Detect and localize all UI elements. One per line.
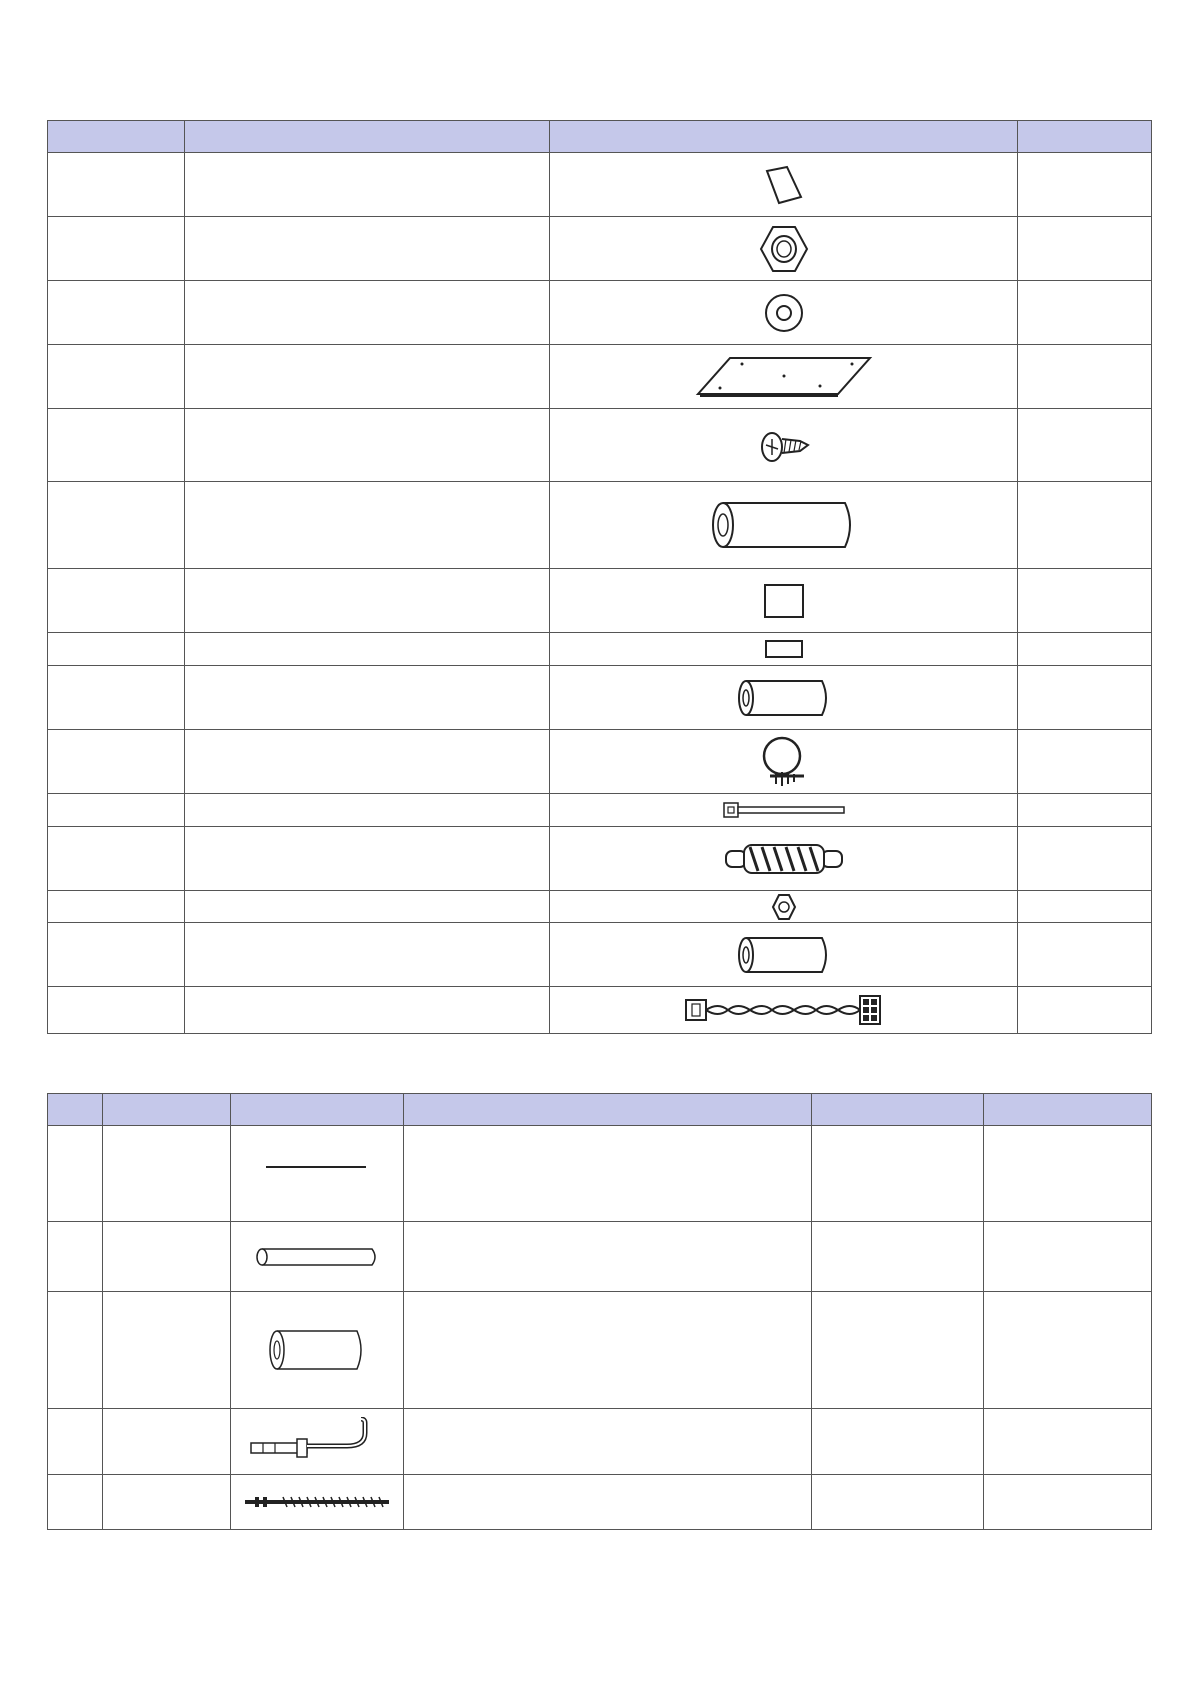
image-cell xyxy=(550,482,1018,569)
image-cell xyxy=(231,1475,404,1530)
cell xyxy=(984,1222,1152,1292)
table-row xyxy=(48,666,1152,730)
image-cell xyxy=(550,987,1018,1034)
threaded-rod-icon xyxy=(243,1494,391,1510)
cell xyxy=(103,1292,231,1409)
cell xyxy=(48,1475,103,1530)
header-cell xyxy=(812,1094,984,1126)
header-cell xyxy=(48,121,185,153)
cell xyxy=(103,1222,231,1292)
cell xyxy=(1018,482,1152,569)
hook-bolt-icon xyxy=(247,1417,387,1467)
cell xyxy=(1018,794,1152,827)
insulation-tube-large-icon xyxy=(709,498,859,552)
cell xyxy=(812,1222,984,1292)
table-row xyxy=(48,633,1152,666)
cell xyxy=(1018,409,1152,482)
cell xyxy=(812,1409,984,1475)
table-row xyxy=(48,1409,1152,1475)
header-cell xyxy=(103,1094,231,1126)
cell xyxy=(48,827,185,891)
cell xyxy=(185,666,550,730)
hex-nut-icon xyxy=(757,223,811,275)
insulation-sleeve-icon xyxy=(267,1327,367,1373)
rectangle-pad-icon xyxy=(764,638,804,660)
small-nut-icon xyxy=(771,893,797,921)
cell xyxy=(185,409,550,482)
table-row xyxy=(48,1126,1152,1222)
cell xyxy=(103,1126,231,1222)
table-row xyxy=(48,923,1152,987)
table-row xyxy=(48,827,1152,891)
image-cell xyxy=(550,217,1018,281)
cell xyxy=(404,1475,812,1530)
cell xyxy=(103,1475,231,1530)
cell xyxy=(185,345,550,409)
cell xyxy=(812,1126,984,1222)
image-cell xyxy=(550,633,1018,666)
filter-coil-icon xyxy=(724,839,844,879)
cell xyxy=(185,730,550,794)
cell xyxy=(48,409,185,482)
image-cell xyxy=(231,1126,404,1222)
manual-sheet-icon xyxy=(759,163,809,207)
hose-clamp-icon xyxy=(754,734,814,790)
cell xyxy=(185,633,550,666)
table-row xyxy=(48,794,1152,827)
cell xyxy=(48,730,185,794)
cell xyxy=(1018,891,1152,923)
cell xyxy=(48,1409,103,1475)
cell xyxy=(185,482,550,569)
line-icon xyxy=(262,1159,372,1189)
cell xyxy=(48,923,185,987)
cell xyxy=(48,794,185,827)
cell xyxy=(1018,923,1152,987)
cell xyxy=(1018,987,1152,1034)
table-row xyxy=(48,281,1152,345)
image-cell xyxy=(231,1409,404,1475)
cell xyxy=(48,569,185,633)
flat-washer-icon xyxy=(762,291,806,335)
image-cell xyxy=(550,794,1018,827)
image-cell xyxy=(550,827,1018,891)
cell xyxy=(185,987,550,1034)
insulation-tube-small-icon xyxy=(736,677,832,719)
pipe-icon xyxy=(254,1245,380,1269)
cell xyxy=(185,923,550,987)
cell xyxy=(984,1126,1152,1222)
header-cell xyxy=(231,1094,404,1126)
cell xyxy=(103,1409,231,1475)
cell xyxy=(984,1409,1152,1475)
header-cell xyxy=(185,121,550,153)
image-cell xyxy=(550,891,1018,923)
table-row xyxy=(48,569,1152,633)
cell xyxy=(404,1292,812,1409)
screw-icon xyxy=(756,423,812,467)
cell xyxy=(185,891,550,923)
cell xyxy=(1018,569,1152,633)
cell xyxy=(1018,730,1152,794)
cable-tie-icon xyxy=(722,801,846,819)
header-cell xyxy=(48,1094,103,1126)
image-cell xyxy=(550,153,1018,217)
image-cell xyxy=(231,1222,404,1292)
cell xyxy=(48,153,185,217)
cell xyxy=(48,1222,103,1292)
cell xyxy=(48,891,185,923)
cell xyxy=(1018,827,1152,891)
accessory-table xyxy=(47,120,1152,1034)
table-row xyxy=(48,153,1152,217)
header-cell xyxy=(984,1094,1152,1126)
cell xyxy=(812,1475,984,1530)
cell xyxy=(48,666,185,730)
table-row xyxy=(48,987,1152,1034)
cell xyxy=(185,569,550,633)
cell xyxy=(404,1409,812,1475)
image-cell xyxy=(231,1292,404,1409)
table-row xyxy=(48,1222,1152,1292)
cell xyxy=(404,1222,812,1292)
cell xyxy=(48,217,185,281)
cell xyxy=(48,1126,103,1222)
table-row xyxy=(48,482,1152,569)
cell xyxy=(1018,666,1152,730)
image-cell xyxy=(550,409,1018,482)
mounting-plate-icon xyxy=(692,354,876,400)
cell xyxy=(1018,281,1152,345)
header-cell xyxy=(404,1094,812,1126)
image-cell xyxy=(550,730,1018,794)
image-cell xyxy=(550,281,1018,345)
table-row xyxy=(48,891,1152,923)
cell xyxy=(1018,153,1152,217)
insulation-tube-medium-icon xyxy=(736,934,832,976)
header-cell xyxy=(1018,121,1152,153)
cell xyxy=(185,153,550,217)
image-cell xyxy=(550,345,1018,409)
cell xyxy=(1018,633,1152,666)
square-pad-icon xyxy=(762,582,806,620)
cell xyxy=(185,217,550,281)
table-header-row xyxy=(48,121,1152,153)
cell xyxy=(984,1475,1152,1530)
cell xyxy=(1018,217,1152,281)
cell xyxy=(984,1292,1152,1409)
cell xyxy=(48,281,185,345)
table-header-row xyxy=(48,1094,1152,1126)
cell xyxy=(48,345,185,409)
wire-harness-icon xyxy=(684,992,884,1028)
table-row xyxy=(48,217,1152,281)
cell xyxy=(185,827,550,891)
cell xyxy=(185,794,550,827)
cell xyxy=(404,1126,812,1222)
cell xyxy=(1018,345,1152,409)
cell xyxy=(48,482,185,569)
cell xyxy=(48,633,185,666)
table-row xyxy=(48,1292,1152,1409)
image-cell xyxy=(550,569,1018,633)
table-row xyxy=(48,345,1152,409)
cell xyxy=(48,987,185,1034)
table-row xyxy=(48,1475,1152,1530)
table-row xyxy=(48,409,1152,482)
cell xyxy=(48,1292,103,1409)
cell xyxy=(812,1292,984,1409)
installation-table xyxy=(47,1093,1152,1530)
image-cell xyxy=(550,666,1018,730)
cell xyxy=(185,281,550,345)
table-row xyxy=(48,730,1152,794)
image-cell xyxy=(550,923,1018,987)
header-cell xyxy=(550,121,1018,153)
